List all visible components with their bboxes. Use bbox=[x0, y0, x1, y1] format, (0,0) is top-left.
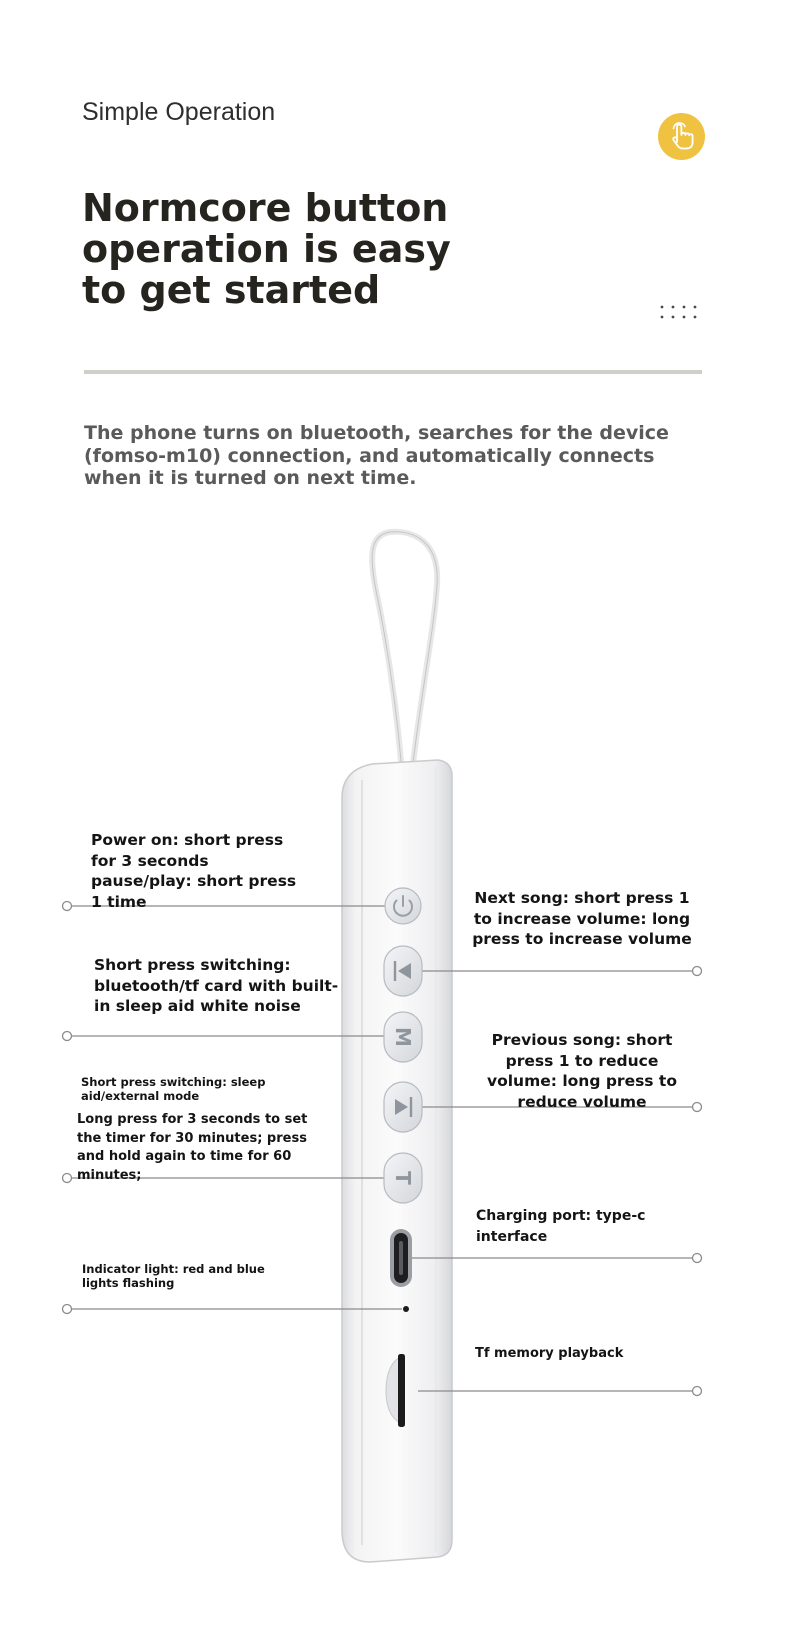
callout-indicator-light: Indicator light: red and blue lights flashing bbox=[82, 1262, 265, 1290]
callout-charging-port: Charging port: type-c interface bbox=[476, 1208, 646, 1245]
callout-next-song: Next song: short press 1 to increase volume: long press to increase volume bbox=[472, 889, 692, 948]
indicator-light bbox=[403, 1306, 409, 1312]
callout-previous-song: Previous song: short press 1 to reduce volume: long press to reduce volume bbox=[486, 1031, 677, 1111]
type-c-port[interactable] bbox=[390, 1229, 412, 1287]
headline-line-2: operation is easy bbox=[82, 227, 451, 271]
callout-timer: Long press for 3 seconds to set the timer for 30 minutes; press and hold again to time for 60 minutes; bbox=[77, 1112, 308, 1183]
timer-letter: T bbox=[391, 1171, 415, 1185]
callout-mode-switch: Short press switching: bluetooth/tf card with built-in sleep aid white noise bbox=[94, 956, 339, 1015]
callout-tf-playback: Tf memory playback bbox=[475, 1346, 624, 1361]
next-song-button[interactable] bbox=[384, 946, 422, 996]
lanyard bbox=[372, 532, 437, 772]
mode-button[interactable] bbox=[384, 1012, 422, 1062]
power-button[interactable] bbox=[385, 888, 421, 924]
section-subtitle: Simple Operation bbox=[82, 98, 276, 126]
mode-letter: M bbox=[391, 1027, 415, 1047]
callout-sleep-mode: Short press switching: sleep aid/external mode bbox=[81, 1075, 266, 1103]
callout-power: Power on: short press for 3 seconds pause/play: short press 1 time bbox=[91, 831, 297, 911]
previous-song-button[interactable] bbox=[384, 1082, 422, 1132]
headline-line-1: Normcore button bbox=[82, 186, 449, 230]
pairing-description: The phone turns on bluetooth, searches for the device (fomso-m10) connection, and automatically connects when it is turned on next time. bbox=[84, 422, 669, 489]
headline-line-3: to get started bbox=[82, 268, 381, 312]
timer-button[interactable] bbox=[384, 1153, 422, 1203]
